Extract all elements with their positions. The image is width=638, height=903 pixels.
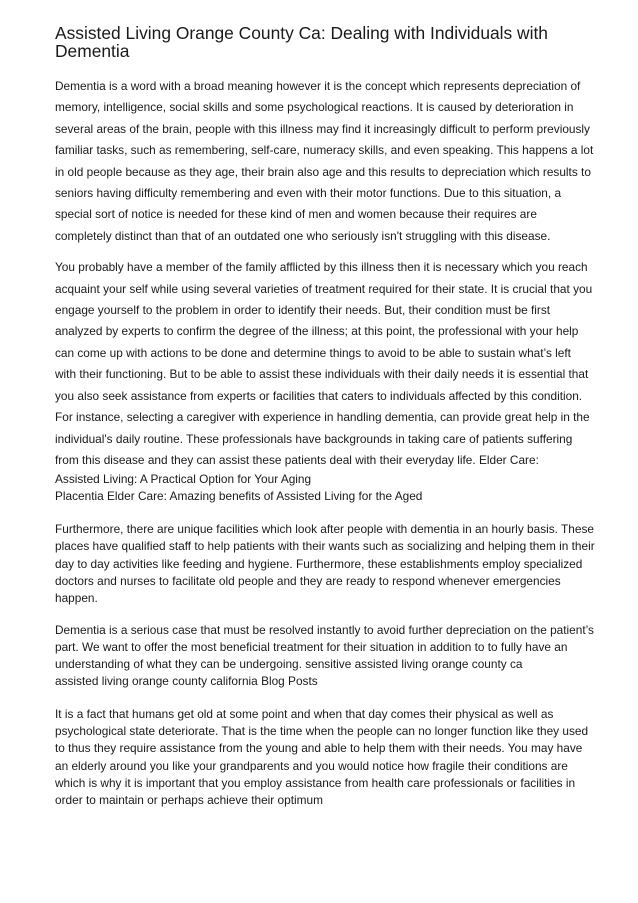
document-title: Assisted Living Orange County Ca: Dealing with Individuals with Dementia — [55, 23, 548, 61]
paragraph-2: You probably have a member of the family afflicted by this illness then it is necessary which you reach acquaint your self while using several varieties of treatment required for their state. It is crucial that you engage yourself to the problem in order to identify their needs. But, their condition must be first analyzed by experts to confirm the degree of the illness; at this point, the professional with your help can come up with actions to be done and determine things to avoid to be able to sustain what’s left with their functioning. But to be able to assist these individuals with their daily needs it is essential that you also seek assistance from experts or facilities that caters to individuals affected by this condition. For instance, selecting a caregiver with experience in handling dementia, can provide great help in the individual's daily routine. These professionals have backgrounds in taking care of patients suffering from this disease and they can assist these patients deal with their everyday life. Elder Care: — [55, 260, 593, 467]
related-links-1 — [55, 471, 595, 505]
link-placentia-elder-care[interactable]: Placentia Elder Care: Amazing benefits of Assisted Living for the Aged — [55, 489, 423, 504]
link-assisted-living-practical-option[interactable]: Assisted Living: A Practical Option for Your Aging — [55, 472, 312, 487]
link-blog-posts[interactable]: assisted living orange county california Blog Posts — [55, 674, 318, 689]
document-page — [55, 24, 595, 809]
paragraph-4: Dementia is a serious case that must be resolved instantly to avoid further depreciation on the patient’s part. We want to offer the most beneficial treatment for their situation in addition to to fully have an understanding of what they can be undergoing. sensitive assisted living orange county ca — [55, 622, 594, 671]
paragraph-5: It is a fact that humans get old at some point and when that day comes their physical as well as psychological state deteriorate. That is the time when the people can no longer function like they used to thus they require assistance from the young and able to help them with their needs. You may have an elderly around you like your grandparents and you would notice how fragile their conditions are which is why it is important that you employ assistance from health care professionals or facilities in order to maintain or perhaps achieve their optimum — [55, 707, 589, 808]
paragraph-3: Furthermore, there are unique facilities which look after people with dementia in an hourly basis. These places have qualified staff to help patients with their wants such as socializing and helping them in their day to day activities like feeding and hygiene. Furthermore, these establishments employ specialized doctors and nurses to facilitate old people and they are ready to respond whenever emergencies happen. — [55, 522, 595, 605]
related-links-2 — [55, 673, 595, 690]
paragraph-1: Dementia is a word with a broad meaning however it is the concept which represents depreciation of memory, intelligence, social skills and some psychological reactions. It is caused by deterioration in several areas of the brain, people with this illness may find it increasingly difficult to perform previously familiar tasks, such as remembering, self-care, numeracy skills, and even speaking. This happens a lot in old people because as they age, their brain also age and this results to depreciation which results to seniors having difficulty remembering and even with their motor functions. Due to this situation, a special sort of notice is needed for these kind of men and women because their requires are completely distinct than that of an outdated one who seriously isn't struggling with this disease. — [55, 79, 594, 243]
